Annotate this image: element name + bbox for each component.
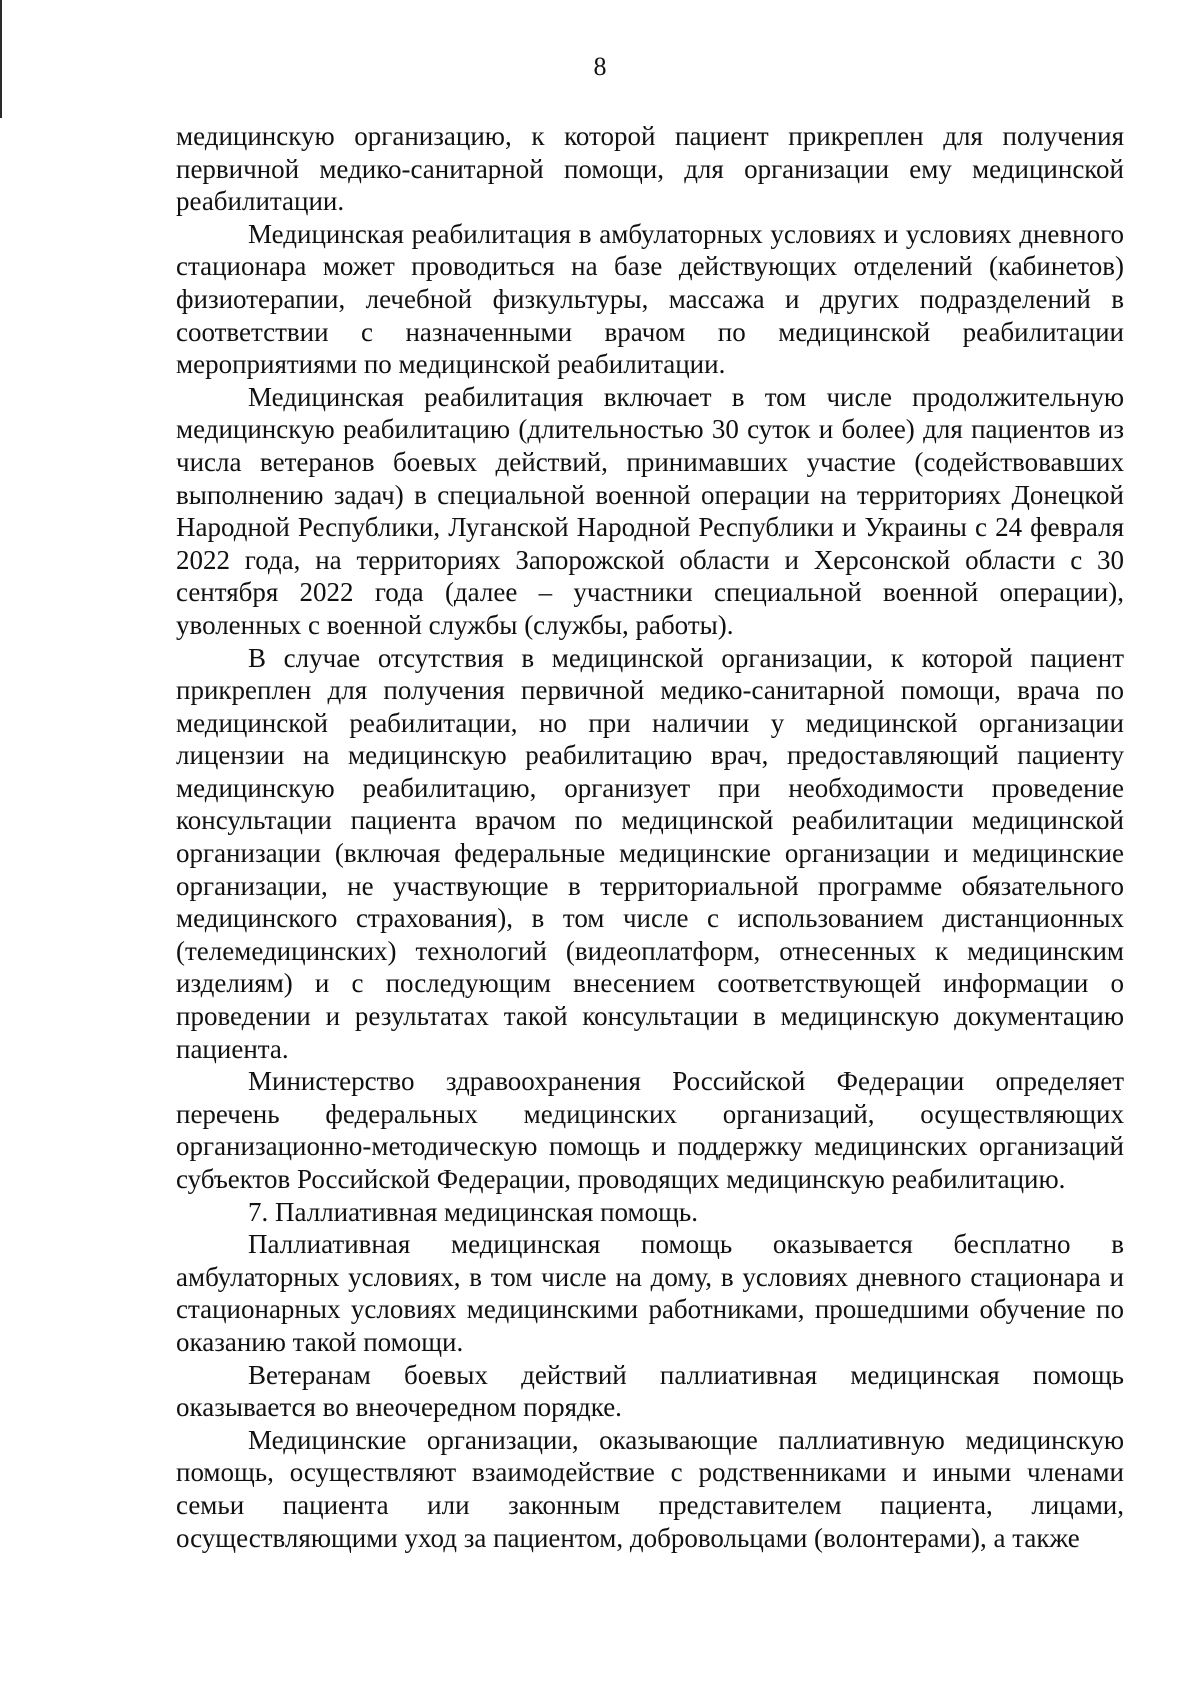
paragraph-rehab-outpatient: Медицинская реабилитация в амбулаторных условиях и условиях дневного стационара может проводиться на базе действующих отделений (кабинетов) физиотерапии, лечебной физкультуры, массажа и других подразделений в соответствии с назначенными врачом по медицинской реабилитации мероприятиями по медицинской реабилитации. bbox=[176, 218, 1124, 380]
page-number: 8 bbox=[593, 52, 607, 81]
paragraph-rehab-consultation: В случае отсутствия в медицинской организации, к которой пациент прикреплен для получения первичной медико-санитарной помощи, врача по медицинской реабилитации, но при наличии у медицинской организации лицензии на медицинскую реабилитацию врач, предоставляющий пациенту медицинскую реабилитацию, организует при необходимости проведение консультации пациента врачом по медицинской реабилитации медицинской организации (включая федеральные медицинские организации и медицинские организации, не участвующие в территориальной программе обязательного медицинского страхования), в том числе с использованием дистанционных (телемедицинских) технологий (видеоплатформ, отнесенных к медицинским изделиям) и с последующим внесением соответствующей информации о проведении и результатах такой консультации в медицинскую документацию пациента. bbox=[176, 642, 1124, 1064]
paragraph-ministry: Министерство здравоохранения Российской Федерации определяет перечень федеральных медицинских организаций, осуществляющих организационно-методическую помощь и поддержку медицинских организаций субъектов Российской Федерации, проводящих медицинскую реабилитацию. bbox=[176, 1066, 1124, 1194]
document-body bbox=[176, 120, 1124, 1554]
paragraph-palliative-interaction: Медицинские организации, оказывающие паллиативную медицинскую помощь, осуществляют взаимодействие с родственниками и иными членами семьи пациента или законным представителем пациента, лицами, осуществляющими уход за пациентом, добровольцами (волонтерами), а также bbox=[176, 1424, 1124, 1553]
paragraph-palliative-free: Паллиативная медицинская помощь оказывается бесплатно в амбулаторных условиях, в том числе на дому, в условиях дневного стационара и стационарных условиях медицинскими работниками, прошедшими обучение по оказанию такой помощи. bbox=[176, 1229, 1124, 1357]
section-heading-palliative: 7. Паллиативная медицинская помощь. bbox=[248, 1196, 698, 1227]
paragraph-rehab-veterans: Медицинская реабилитация включает в том числе продолжительную медицинскую реабилитацию (длительностью 30 суток и более) для пациентов из числа ветеранов боевых действий, принимавших участие (содействовавших выполнению задач) в специальной военной операции на территориях Донецкой Народной Республики, Луганской Народной Республики и Украины с 24 февраля 2022 года, на территориях Запорожской области и Херсонской области с 30 сентября 2022 года (далее – участники специальной военной операции), уволенных с военной службы (службы, работы). bbox=[176, 381, 1124, 640]
paragraph-continuation: медицинскую организацию, к которой пациент прикреплен для получения первичной медико-санитарной помощи, для организации ему медицинской реабилитации. bbox=[176, 121, 1124, 217]
paragraph-palliative-veterans: Ветеранам боевых действий паллиативная медицинская помощь оказывается во внеочередном порядке. bbox=[176, 1359, 1124, 1423]
